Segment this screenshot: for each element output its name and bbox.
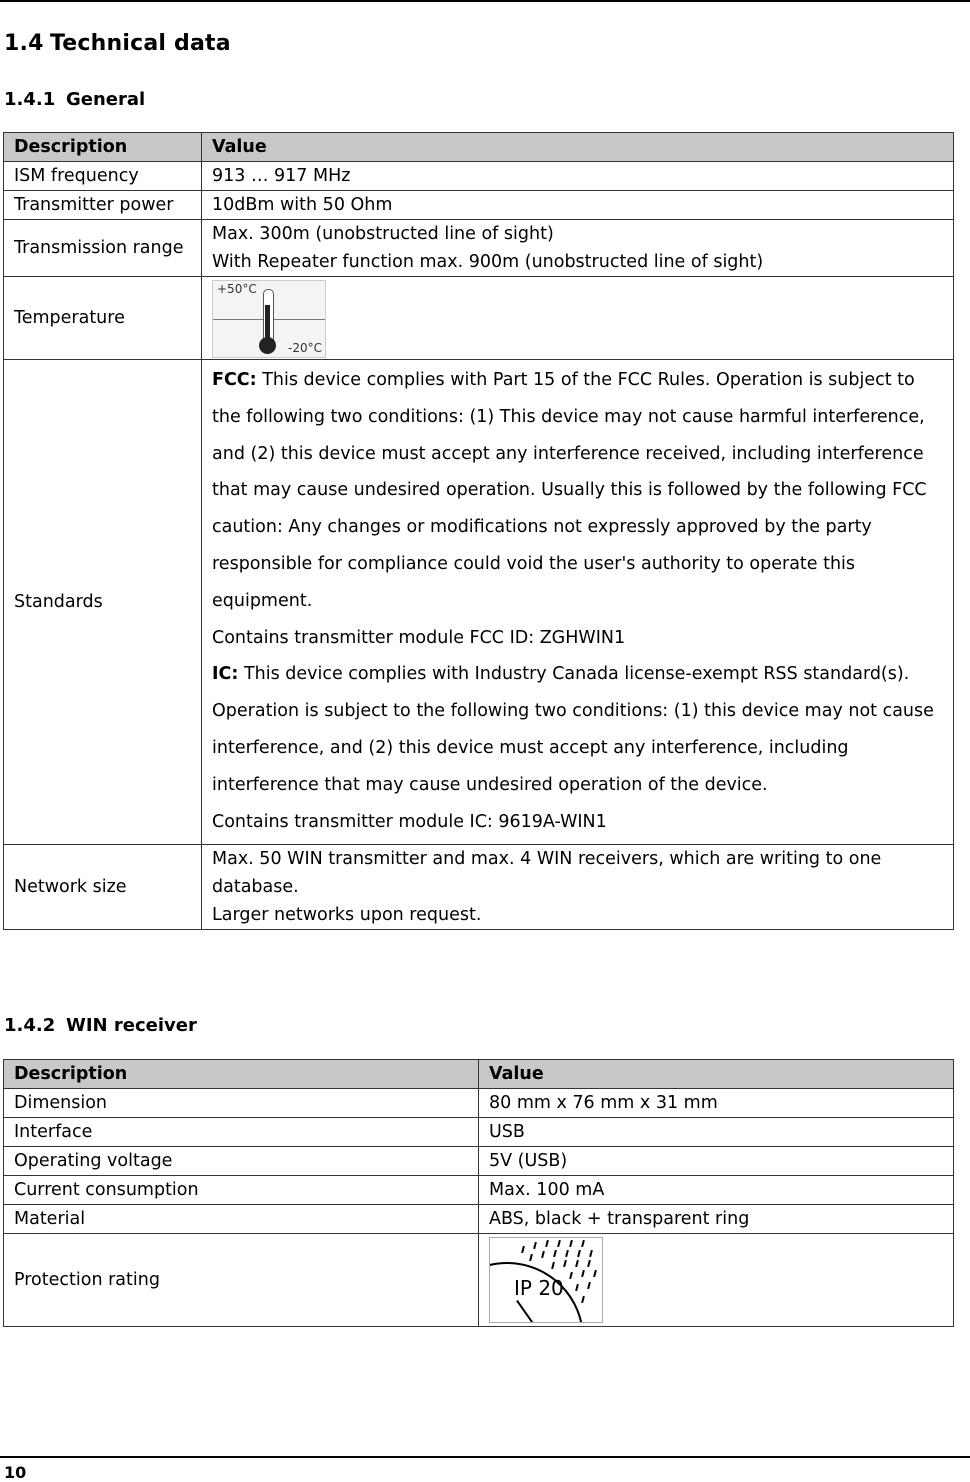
- top-rule: [0, 0, 970, 2]
- row-label: ISM frequency: [4, 162, 202, 191]
- receiver-table: [3, 1059, 954, 1327]
- table-row: [4, 360, 954, 845]
- subsection-title: WIN receiver: [66, 1015, 197, 1036]
- table-row: [4, 1089, 954, 1118]
- row-value: USB: [479, 1118, 954, 1147]
- range-line-1: Max. 300m (unobstructed line of sight): [212, 224, 554, 244]
- general-table: [3, 132, 954, 930]
- subsection-heading-general: [4, 89, 145, 110]
- header-value: Value: [479, 1060, 954, 1089]
- row-value: [202, 277, 954, 360]
- temperature-min: -20°C: [288, 341, 322, 355]
- section-title: Technical data: [50, 31, 231, 56]
- row-label: Operating voltage: [4, 1147, 479, 1176]
- table-row: [4, 1205, 954, 1234]
- fcc-text: This device complies with Part 15 of the FCC Rules. Operation is subject to the following two conditions: (1) This device may not cause harmful interference, and (2) this device must accept any interference received, including interference that may cause undesired operation. Usually this is followed by the following FCC caution: Any changes or modifications not expressly approved by the party responsible for compliance could void the user's authority to operate this equipment.: [212, 370, 927, 611]
- table-row: [4, 1176, 954, 1205]
- header-description: Description: [4, 133, 202, 162]
- ic-statement: [212, 656, 943, 803]
- table-row: [4, 162, 954, 191]
- header-value: Value: [202, 133, 954, 162]
- row-label: Current consumption: [4, 1176, 479, 1205]
- fcc-module: Contains transmitter module FCC ID: ZGHWIN1: [212, 627, 626, 648]
- section-heading: [4, 31, 231, 56]
- row-label: Interface: [4, 1118, 479, 1147]
- fcc-statement: [212, 362, 943, 620]
- row-value: 913 … 917 MHz: [202, 162, 954, 191]
- row-label: Dimension: [4, 1089, 479, 1118]
- row-value: 80 mm x 76 mm x 31 mm: [479, 1089, 954, 1118]
- section-number: 1.4: [4, 31, 44, 56]
- subsection-heading-receiver: [4, 1015, 197, 1036]
- row-value: 5V (USB): [479, 1147, 954, 1176]
- table-row: [4, 1118, 954, 1147]
- ip-rating-icon: [489, 1237, 603, 1323]
- subsection-number: 1.4.2: [4, 1015, 56, 1036]
- row-value: Max. 100 mA: [479, 1176, 954, 1205]
- row-label: Standards: [4, 360, 202, 845]
- temperature-max: +50°C: [217, 282, 257, 296]
- row-label: Temperature: [4, 277, 202, 360]
- table-row: [4, 845, 954, 930]
- table-row: [4, 1147, 954, 1176]
- row-value: [202, 360, 954, 845]
- subsection-number: 1.4.1: [4, 89, 56, 110]
- row-label: Network size: [4, 845, 202, 930]
- ic-module: Contains transmitter module IC: 9619A-WIN1: [212, 811, 607, 832]
- row-label: Transmission range: [4, 220, 202, 277]
- table-header-row: [4, 1060, 954, 1089]
- table-row: [4, 1234, 954, 1327]
- table-row: [4, 220, 954, 277]
- table-row: [4, 277, 954, 360]
- row-value: [479, 1234, 954, 1327]
- row-value: [202, 220, 954, 277]
- ic-label: IC:: [212, 664, 239, 685]
- row-label: Protection rating: [4, 1234, 479, 1327]
- header-description: Description: [4, 1060, 479, 1089]
- row-label: Transmitter power: [4, 191, 202, 220]
- row-label: Material: [4, 1205, 479, 1234]
- fcc-label: FCC:: [212, 370, 257, 390]
- bottom-rule: [0, 1456, 970, 1458]
- table-header-row: [4, 133, 954, 162]
- network-line-1: Max. 50 WIN transmitter and max. 4 WIN receivers, which are writing to one database.: [212, 849, 882, 898]
- row-value: ABS, black + transparent ring: [479, 1205, 954, 1234]
- ic-text: This device complies with Industry Canada license-exempt RSS standard(s). Operation is subject to the following two conditions: (1) this device may not cause interference, and (2) this device must accept any interference, including interference that may cause undesired operation of the device.: [212, 664, 934, 795]
- subsection-title: General: [66, 89, 146, 110]
- row-value: 10dBm with 50 Ohm: [202, 191, 954, 220]
- network-line-2: Larger networks upon request.: [212, 905, 482, 926]
- thermometer-icon: [212, 280, 326, 358]
- row-value: [202, 845, 954, 930]
- ip-rating-text: IP 20: [514, 1276, 564, 1300]
- table-row: [4, 191, 954, 220]
- page-number: 10: [4, 1463, 27, 1482]
- range-line-2: With Repeater function max. 900m (unobstructed line of sight): [212, 252, 764, 272]
